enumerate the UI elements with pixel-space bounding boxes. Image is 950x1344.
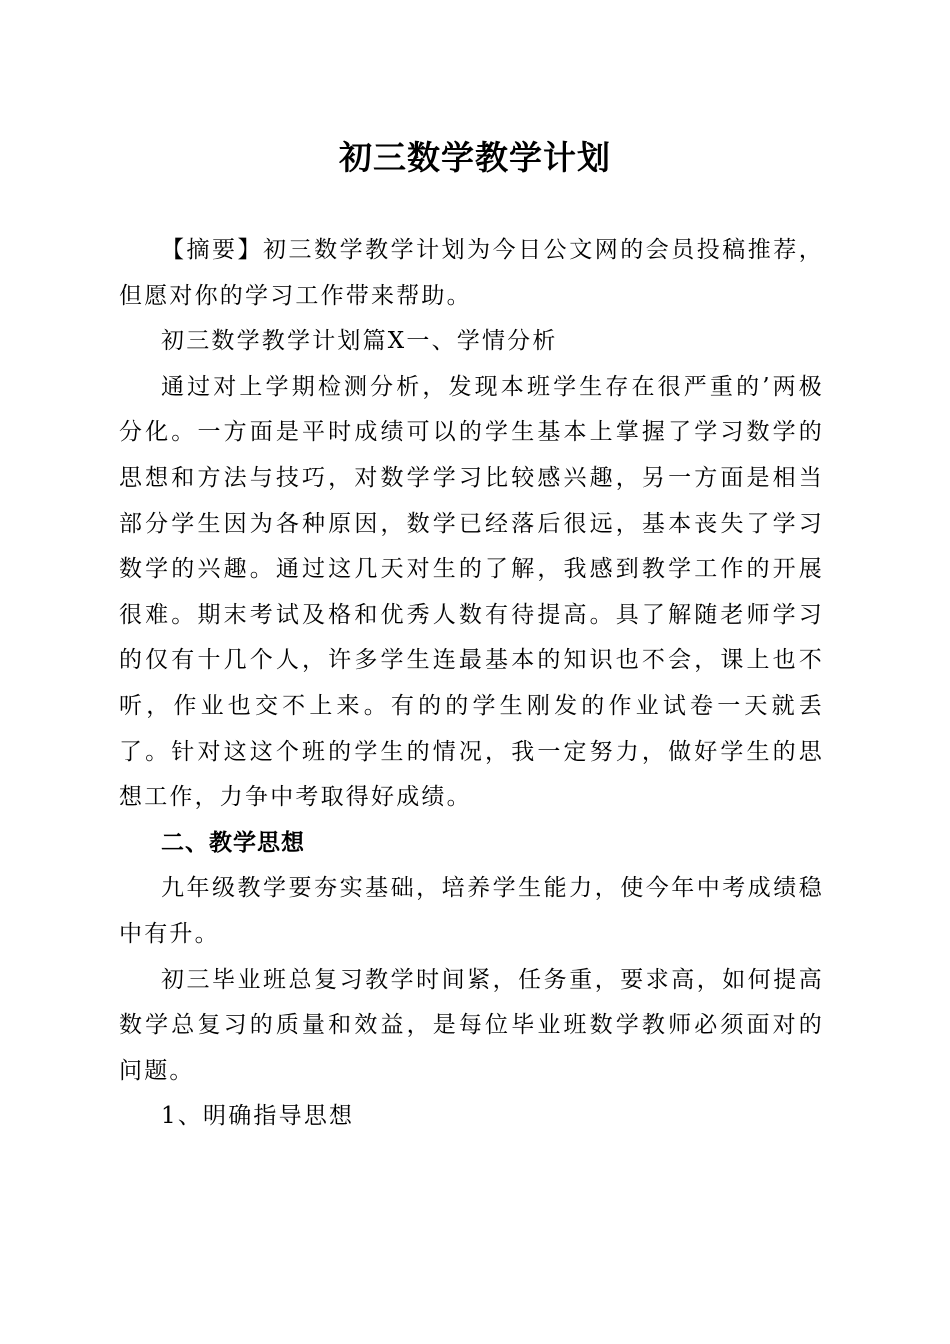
section-two-heading: 二、教学思想 — [161, 829, 305, 856]
review-paragraph: 初三毕业班总复习教学时间紧，任务重，要求高，如何提高数学总复习的质量和效益，是每位毕业班数学教师必须面对的问题。 — [119, 966, 824, 1084]
teaching-goal-paragraph: 九年级教学要夯实基础，培养学生能力，使今年中考成绩稳中有升。 — [119, 875, 824, 947]
guiding-thought-item: 1、明确指导思想 — [161, 1103, 355, 1130]
student-analysis-paragraph: 通过对上学期检测分析，发现本班学生存在很严重的’两极分化。一方面是平时成绩可以的学生基本上掌握了学习数学的思想和方法与技巧，对数学学习比较感兴趣，另一方面是相当部分学生因为各种原因，数学已经落后很远，基本丧失了学习数学的兴趣。通过这几天对生的了解，我感到教学工作的开展很难。期末考试及格和优秀人数有待提高。具了解随老师学习的仅有十几个人，许多学生连最基本的知识也不会，课上也不听，作业也交不上来。有的的学生刚发的作业试卷一天就丢了。针对这这个班的学生的情况，我一定努力，做好学生的思想工作，力争中考取得好成绩。 — [119, 373, 824, 811]
section-one-heading: 初三数学教学计划篇X一、学情分析 — [161, 328, 558, 355]
document-title: 初三数学教学计划 — [339, 138, 611, 177]
abstract-paragraph: 【摘要】初三数学教学计划为今日公文网的会员投稿推荐，但愿对你的学习工作带来帮助。 — [119, 237, 824, 309]
document-body — [119, 228, 824, 1140]
